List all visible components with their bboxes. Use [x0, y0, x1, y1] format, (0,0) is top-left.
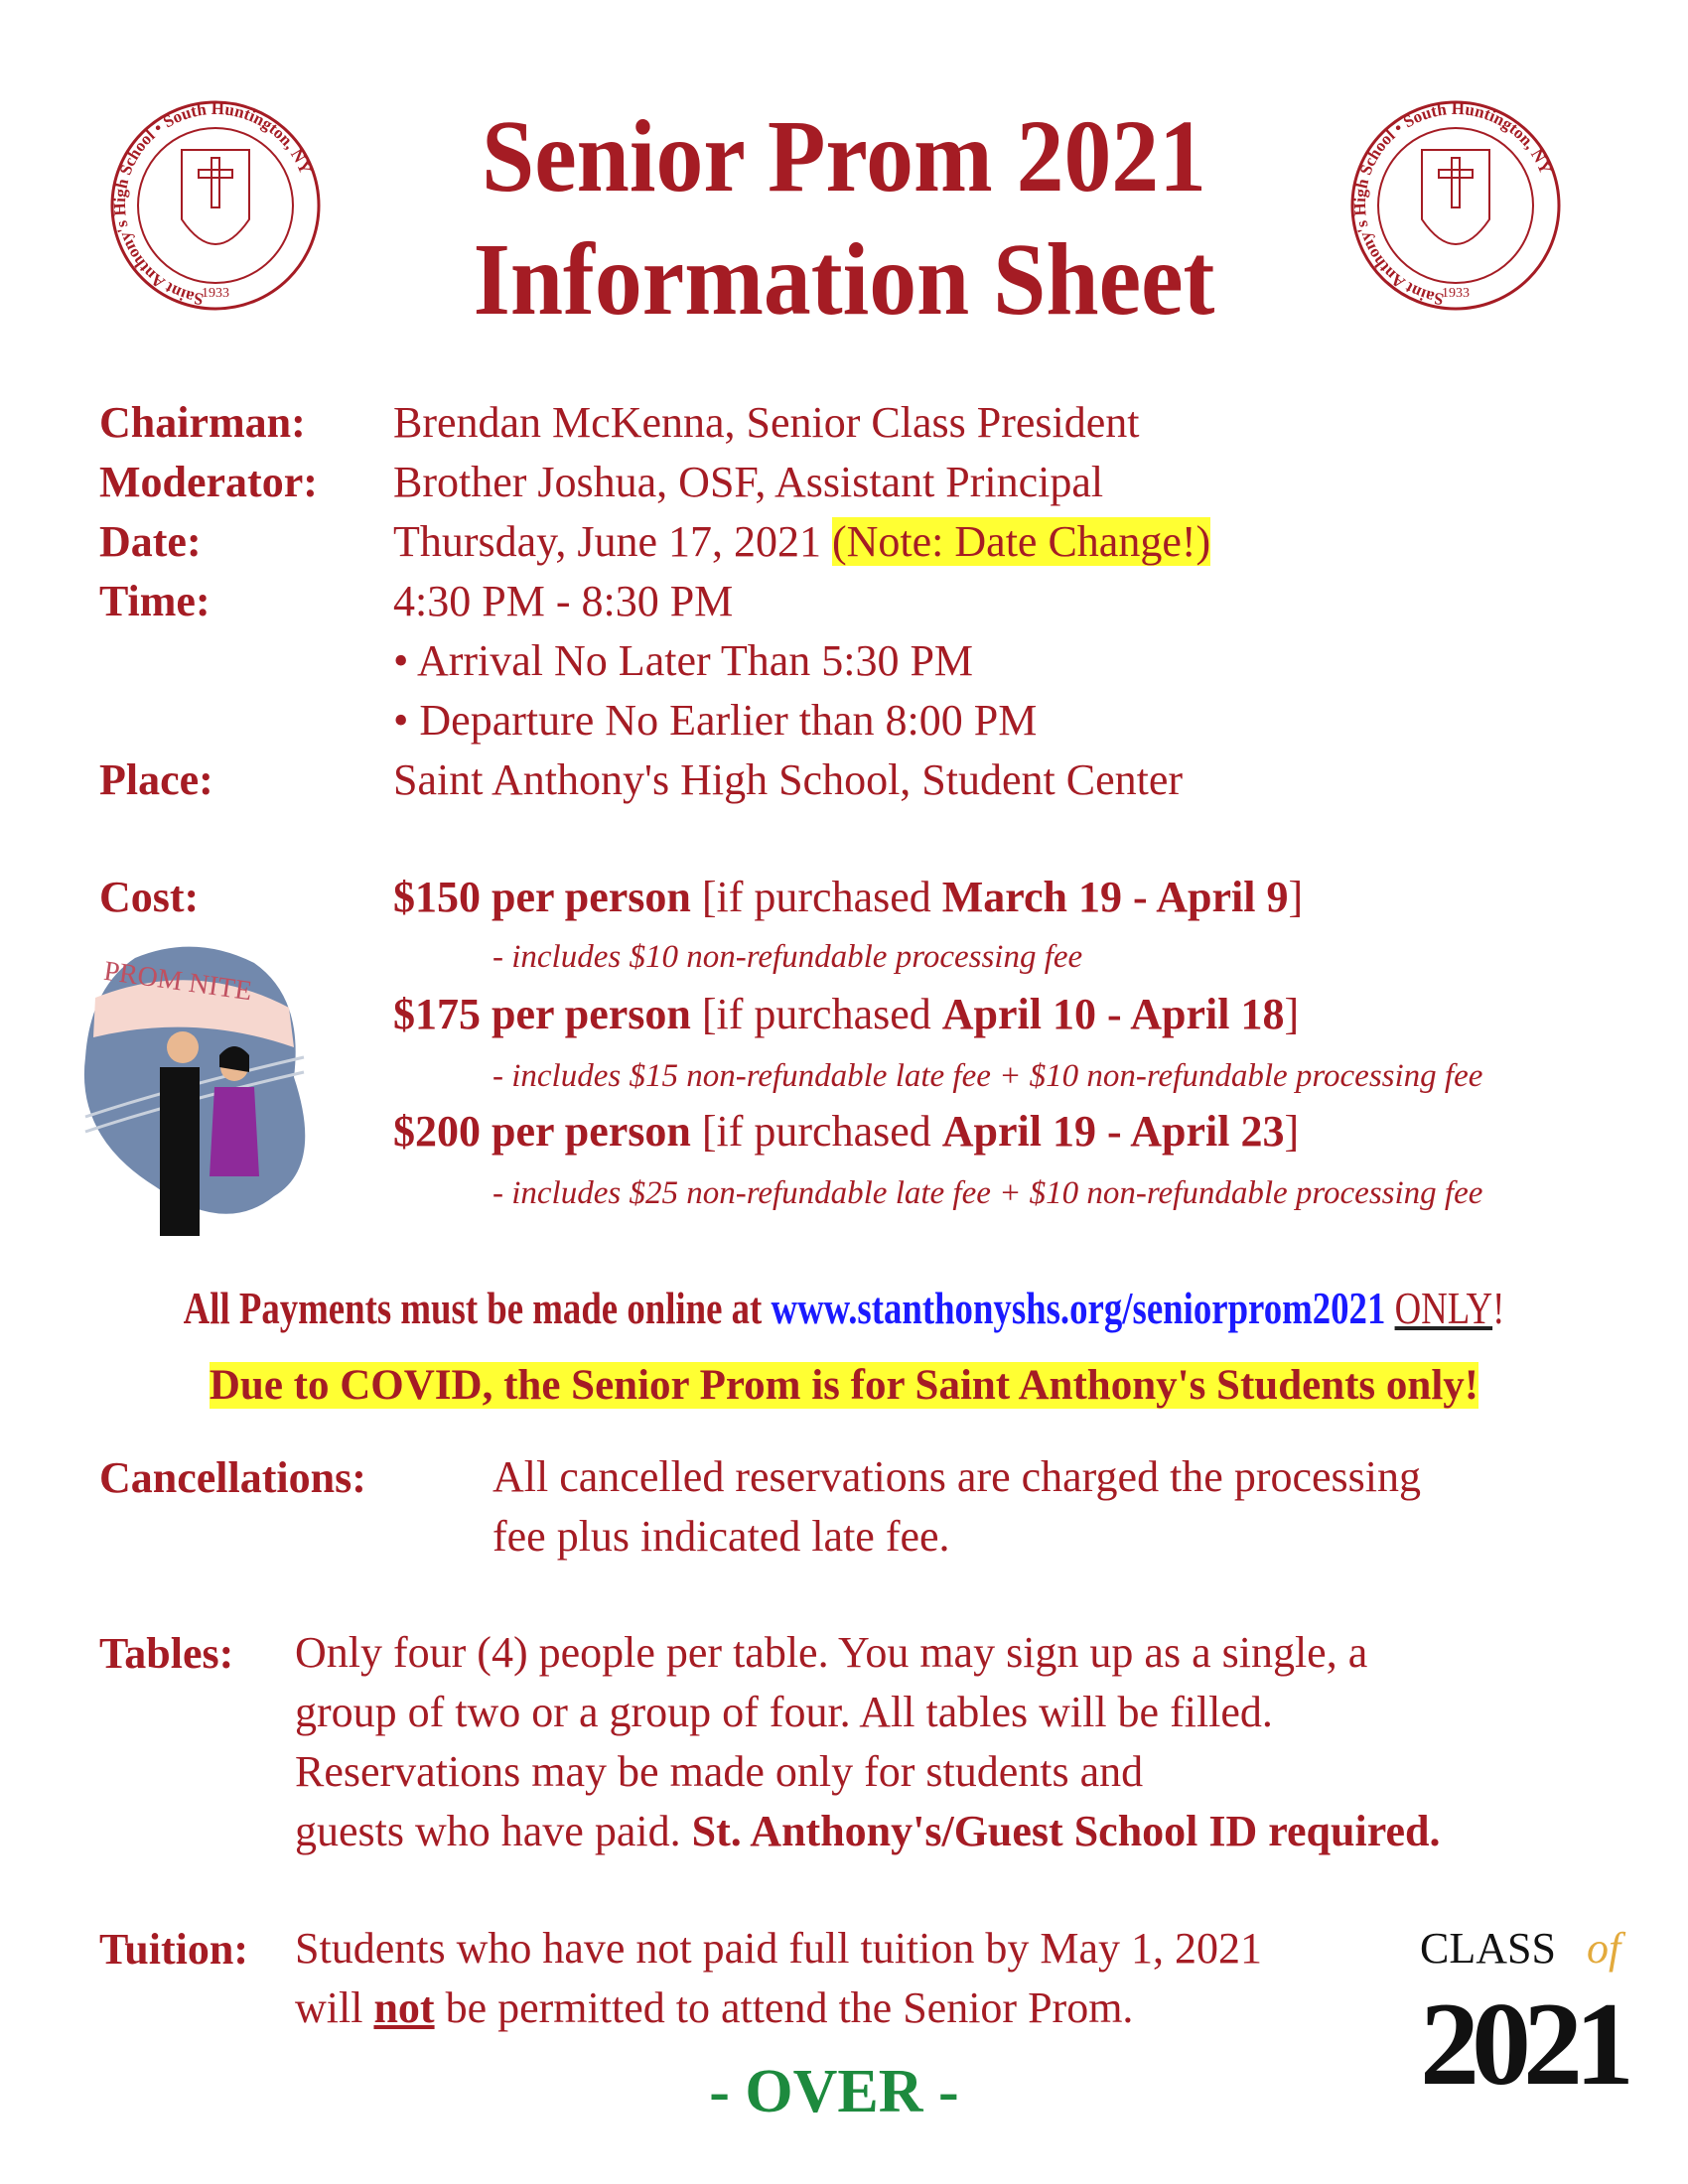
payment-only: ONLY	[1394, 1283, 1493, 1333]
svg-text:Saint Anthony's High School •: Saint Anthony's High School • South Huntington, NY	[109, 100, 316, 310]
payment-text: All Payments must be made online at	[183, 1283, 772, 1333]
tuition-label: Tuition:	[99, 1925, 249, 1974]
time-value: 4:30 PM - 8:30 PM	[393, 577, 734, 625]
tier-post: ]	[1284, 1107, 1300, 1156]
tables-line	[295, 1802, 1440, 1861]
tier-post: ]	[1288, 873, 1304, 921]
cost-label: Cost:	[99, 873, 200, 921]
moderator-label: Moderator:	[99, 458, 318, 506]
tuition-pre: will	[295, 1983, 374, 2032]
tier-range: March 19 - April 9	[941, 873, 1289, 921]
svg-text:Saint Anthony's High School •: Saint Anthony's High School • South Huntington, NY	[1349, 100, 1556, 310]
svg-text:1933: 1933	[202, 286, 229, 301]
chairman-value: Brendan McKenna, Senior Class President	[393, 398, 1140, 447]
place-label: Place:	[99, 755, 213, 804]
tier-price: $200 per person	[393, 1107, 691, 1156]
cancellations-text	[492, 1447, 1421, 1567]
tables-plain: guests who have paid.	[295, 1807, 692, 1855]
tables-text	[295, 1623, 1440, 1861]
logo-year: 2021	[1420, 1978, 1626, 2110]
cost-tier-1-note: - includes $10 non-refundable processing fee	[492, 939, 1083, 975]
logo-class: CLASS	[1420, 1924, 1556, 1973]
prom-nite-banner: PROM NITE	[101, 955, 254, 1008]
cost-tier-2-note: - includes $15 non-refundable late fee + $10 non-refundable processing fee	[492, 1058, 1483, 1094]
tables-line: group of two or a group of four. All tables will be filled.	[295, 1688, 1273, 1736]
svg-text:1933: 1933	[1442, 286, 1470, 301]
cost-tier-2	[393, 987, 1299, 1042]
arrival-item: • Arrival No Later Than 5:30 PM	[393, 636, 974, 685]
cancellations-label: Cancellations:	[99, 1453, 366, 1502]
tier-post: ]	[1284, 990, 1300, 1038]
cost-tier-1	[393, 870, 1303, 925]
chairman-label: Chairman:	[99, 398, 306, 447]
tier-range: April 19 - April 23	[941, 1107, 1285, 1156]
tuition-post: be permitted to attend the Senior Prom.	[434, 1983, 1134, 2032]
cost-tier-3	[393, 1104, 1299, 1160]
tier-pre: [if purchased	[701, 990, 942, 1038]
id-required-note: St. Anthony's/Guest School ID required.	[691, 1807, 1441, 1855]
tier-range: April 10 - April 18	[941, 990, 1285, 1038]
tuition-text	[295, 1919, 1262, 2038]
payment-end: !	[1492, 1283, 1505, 1333]
payment-link[interactable]: www.stanthonyshs.org/seniorprom2021	[771, 1283, 1386, 1333]
covid-notice	[0, 1358, 1688, 1414]
page-title-line1: Senior Prom 2021	[482, 99, 1206, 213]
date-value	[393, 514, 1210, 570]
date-text: Thursday, June 17, 2021	[393, 517, 821, 566]
date-change-note: (Note: Date Change!)	[831, 517, 1211, 566]
cost-tier-3-note: - includes $25 non-refundable late fee + $10 non-refundable processing fee	[492, 1175, 1483, 1211]
tuition-line	[295, 1979, 1262, 2038]
tables-label: Tables:	[99, 1629, 234, 1678]
place-value: Saint Anthony's High School, Student Center	[393, 755, 1184, 804]
tier-price: $150 per person	[393, 873, 691, 921]
cancellations-line: All cancelled reservations are charged the processing	[492, 1452, 1421, 1501]
departure-item: • Departure No Earlier than 8:00 PM	[393, 696, 1038, 745]
tables-line: Reservations may be made only for students and	[295, 1747, 1144, 1796]
tier-price: $175 per person	[393, 990, 691, 1038]
cancellations-line: fee plus indicated late fee.	[492, 1512, 950, 1561]
payment-notice	[169, 1281, 1519, 1336]
time-label: Time:	[99, 577, 211, 625]
tuition-not: not	[373, 1983, 435, 2032]
tuition-line: Students who have not paid full tuition by May 1, 2021	[295, 1924, 1263, 1973]
tier-pre: [if purchased	[701, 873, 942, 921]
page-title-line2: Information Sheet	[473, 222, 1215, 337]
date-label: Date:	[99, 517, 202, 566]
logo-of: of	[1587, 1924, 1621, 1973]
tables-line: Only four (4) people per table. You may sign up as a single, a	[295, 1628, 1368, 1677]
tier-pre: [if purchased	[701, 1107, 942, 1156]
over-footer: - OVER -	[709, 2058, 959, 2125]
moderator-value: Brother Joshua, OSF, Assistant Principal	[393, 458, 1104, 506]
covid-text: Due to COVID, the Senior Prom is for Saint Anthony's Students only!	[209, 1362, 1479, 1409]
prom-nite-illustration	[75, 938, 320, 1262]
